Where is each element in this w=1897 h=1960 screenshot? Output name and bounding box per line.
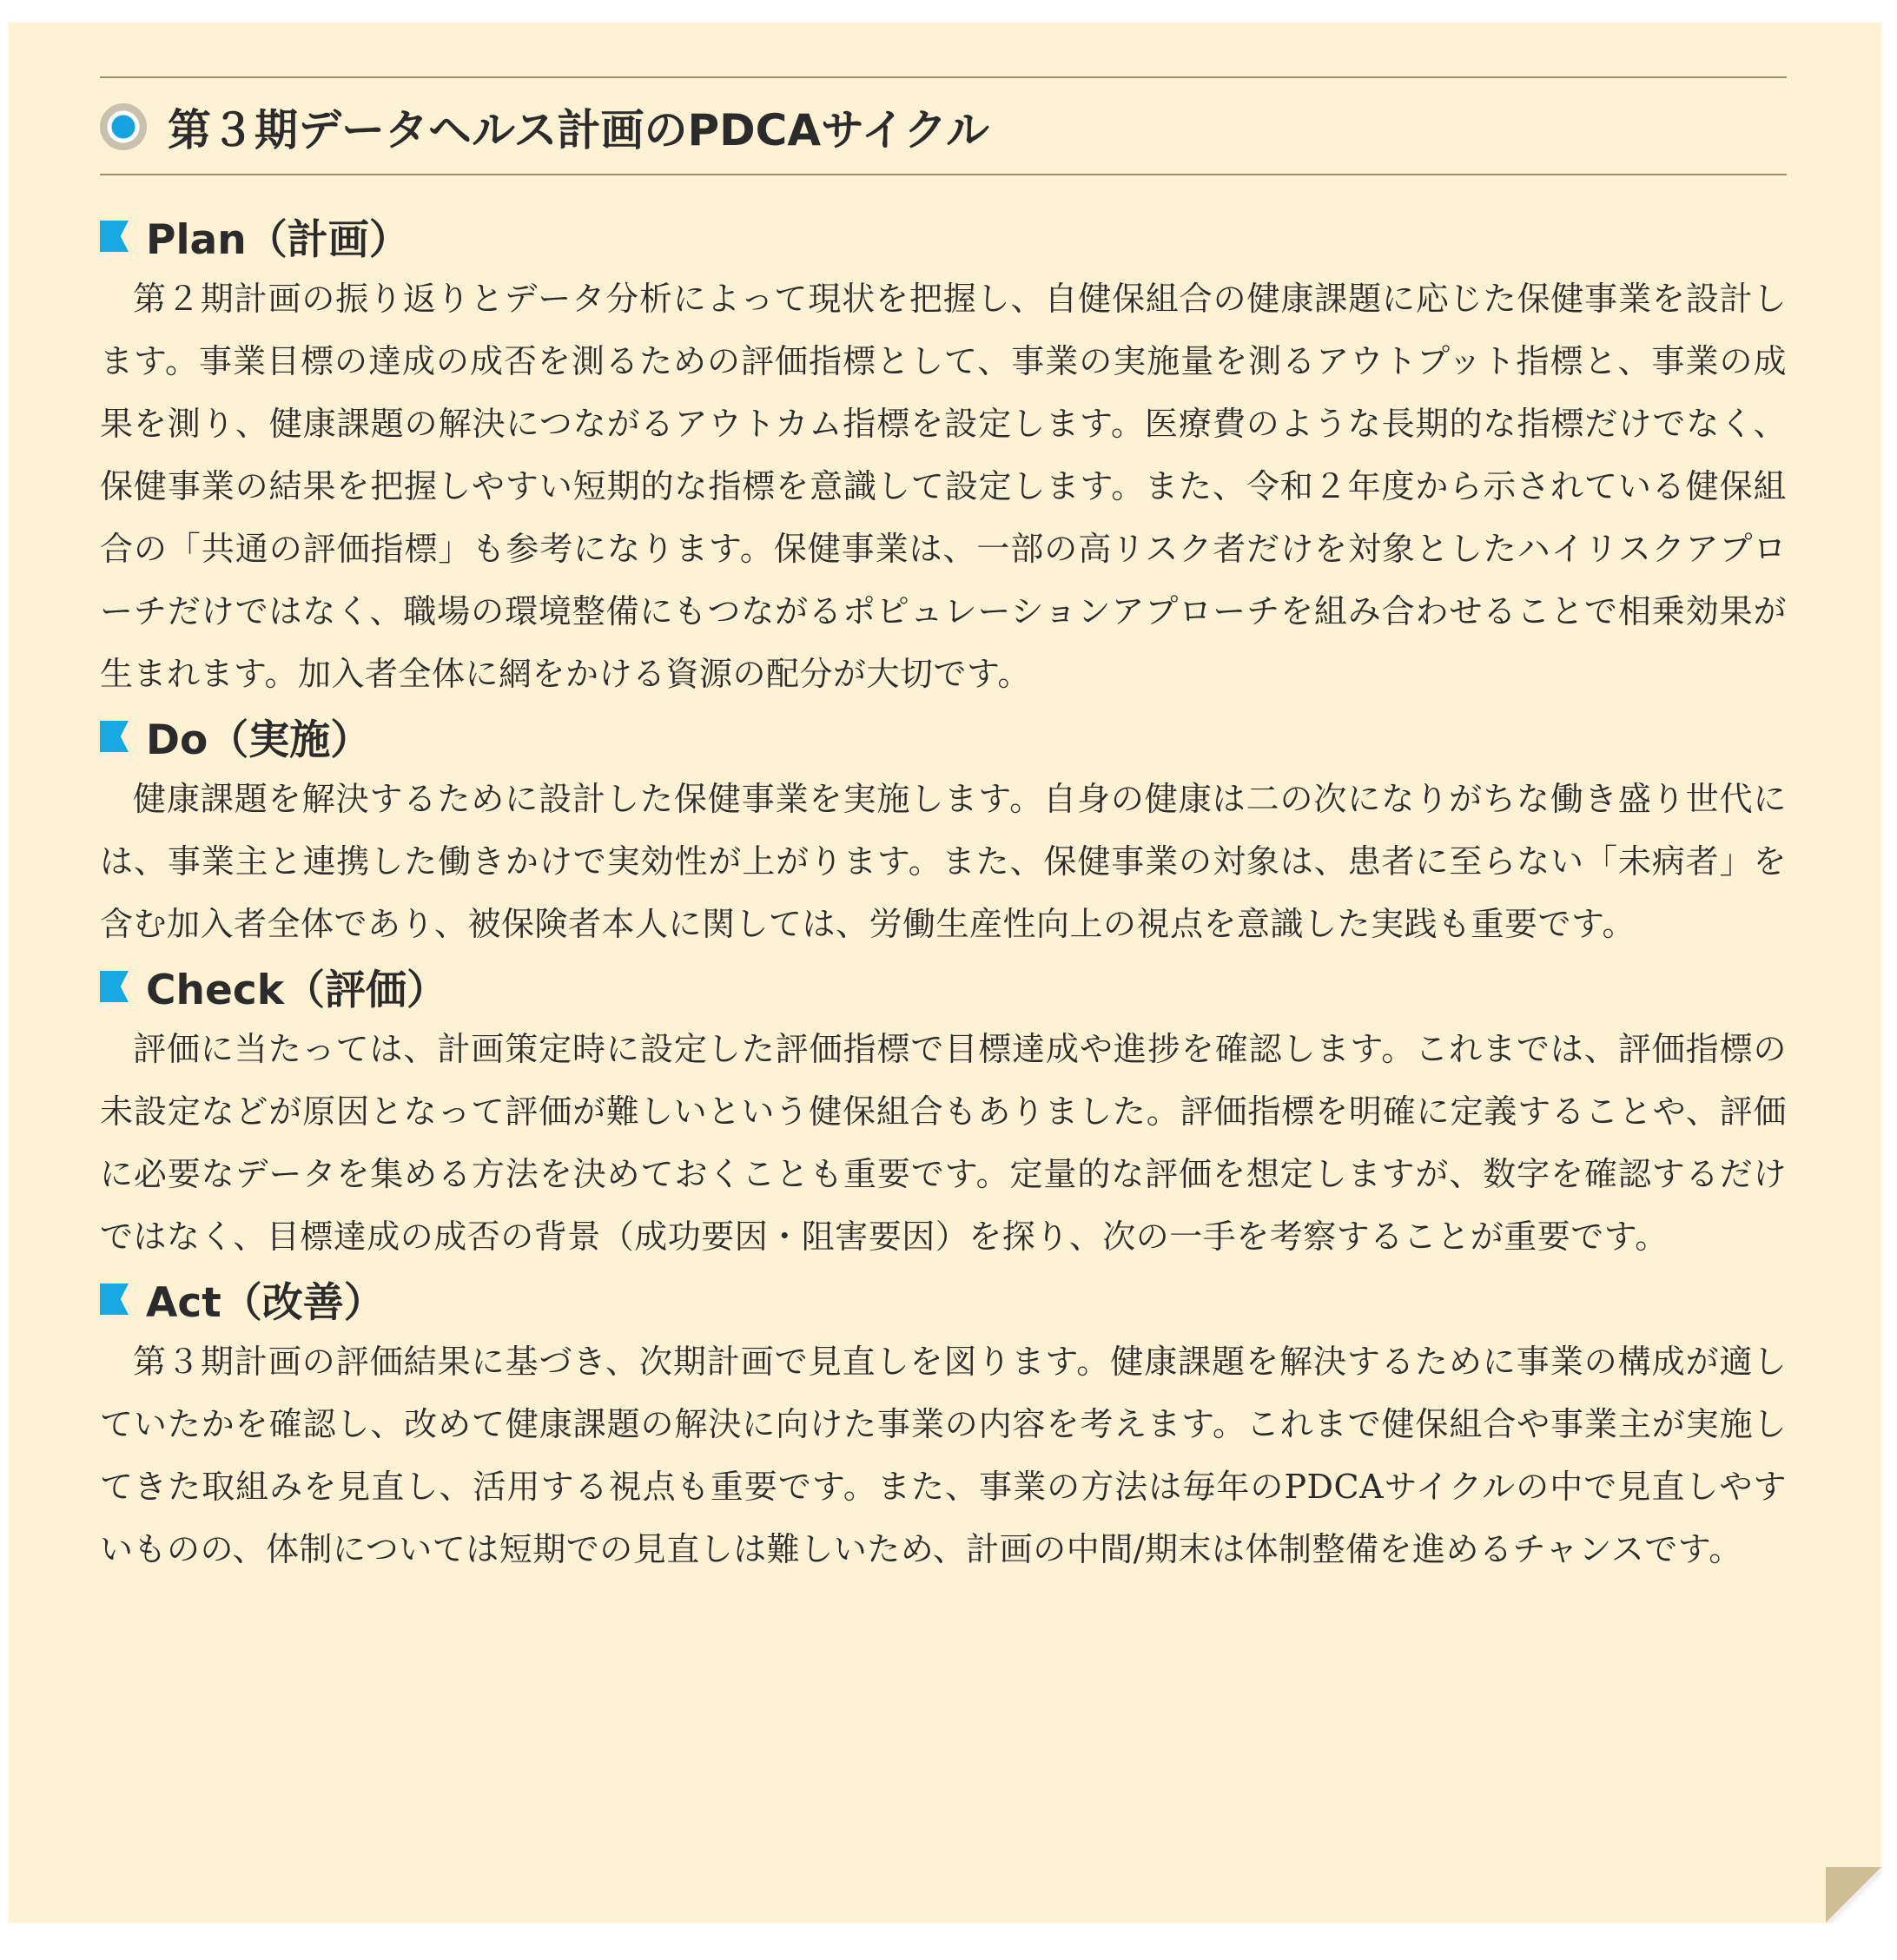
target-bullet-icon [100, 103, 147, 150]
section-plan [100, 205, 1787, 705]
section-act [100, 1268, 1787, 1581]
section-heading [100, 205, 1787, 267]
flag-icon [100, 971, 129, 1002]
flag-icon [100, 721, 129, 752]
section-heading-text: Check（評価） [146, 966, 447, 1014]
page-curl-icon [1826, 1867, 1881, 1923]
title-row [100, 94, 989, 160]
flag-icon [100, 221, 129, 252]
section-body: 評価に当たっては、計画策定時に設定した評価指標で目標達成や進捗を確認します。これまでは、評価指標の未設定などが原因となって評価が難しいという健保組合もありました。評価指標を明確に定義することや、評価に必要なデータを集める方法を決めておくことも重要です。定量的な評価を想定しますが、数字を確認するだけではなく、目標達成の成否の背景（成功要因・阻害要因）を探り、次の一手を考察することが重要です。 [100, 1030, 1787, 1256]
section-body: 健康課題を解決するために設計した保健事業を実施します。自身の健康は二の次になりがちな働き盛り世代には、事業主と連携した働きかけで実効性が上がります。また、保健事業の対象は、患者に至らない「未病者」を含む加入者全体であり、被保険者本人に関しては、労働生産性向上の視点を意識した実践も重要です。 [100, 780, 1787, 943]
content [100, 205, 1787, 1581]
title-rule-bottom [100, 174, 1787, 175]
title-rule-top [100, 76, 1787, 78]
section-check [100, 955, 1787, 1268]
section-heading-text: Do（実施） [146, 716, 372, 764]
flag-icon [100, 1284, 129, 1315]
section-body: 第３期計画の評価結果に基づき、次期計画で見直しを図ります。健康課題を解決するために事業の構成が適していたかを確認し、改めて健康課題の解決に向けた事業の内容を考えます。これまで健保組合や事業主が実施してきた取組みを見直し、活用する視点も重要です。また、事業の方法は毎年のPDCAサイクルの中で見直しやすいものの、体制については短期での見直しは難しいため、計画の中間/期末は体制整備を進めるチャンスです。 [100, 1343, 1787, 1568]
section-heading [100, 955, 1787, 1018]
section-heading-text: Plan（計画） [146, 215, 410, 264]
section-do [100, 705, 1787, 955]
page-title: 第３期データヘルス計画のPDCAサイクル [168, 105, 990, 155]
section-heading-text: Act（改善） [146, 1278, 385, 1327]
section-body: 第２期計画の振り返りとデータ分析によって現状を把握し、自健保組合の健康課題に応じた保健事業を設計します。事業目標の達成の成否を測るための評価指標として、事業の実施量を測るアウトプット指標と、事業の成果を測り、健康課題の解決につながるアウトカム指標を設定します。医療費のような長期的な指標だけでなく、保健事業の結果を把握しやすい短期的な指標を意識して設定します。また、令和２年度から示されている健保組合の「共通の評価指標」も参考になります。保健事業は、一部の高リスク者だけを対象としたハイリスクアプローチだけではなく、職場の環境整備にもつながるポピュレーションアプローチを組み合わせることで相乗効果が生まれます。加入者全体に網をかける資源の配分が大切です。 [100, 280, 1787, 693]
section-heading [100, 705, 1787, 768]
section-heading [100, 1268, 1787, 1330]
